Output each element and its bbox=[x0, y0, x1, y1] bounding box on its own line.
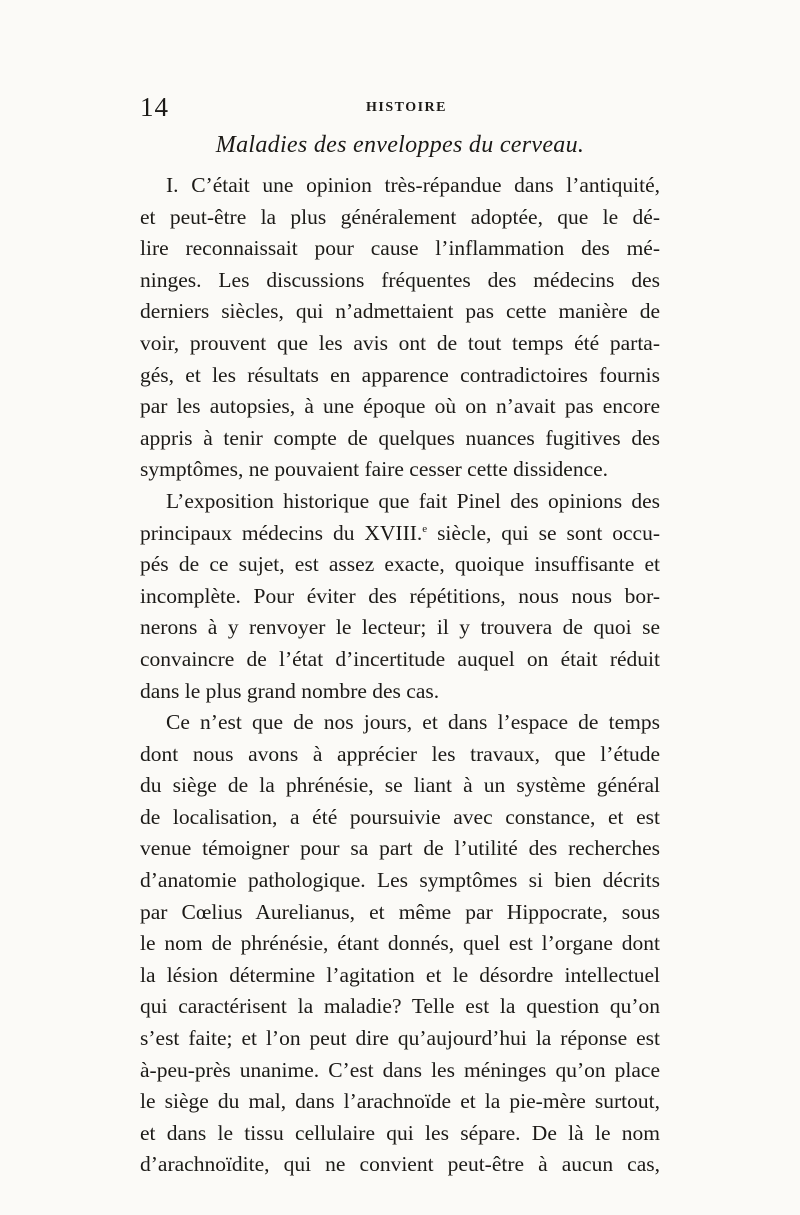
text-line: dont nous avons à apprécier les travaux, que l’étude bbox=[140, 741, 660, 766]
text-segment: principaux médecins du XVIII. bbox=[140, 520, 423, 545]
text-line: du siège de la phrénésie, se liant à un système général bbox=[140, 773, 660, 798]
text-line: appris à tenir compte de quelques nuances fugitives des bbox=[140, 425, 660, 450]
text-line: pés de ce sujet, est assez exacte, quoique insuffisante et bbox=[140, 552, 660, 577]
text-line: voir, prouvent que les avis ont de tout temps été parta- bbox=[140, 330, 660, 355]
superscript: e bbox=[422, 522, 428, 535]
text-line: nerons à y renvoyer le lecteur; il y trouvera de quoi se bbox=[140, 615, 660, 640]
text-line bbox=[140, 518, 660, 550]
text-line: derniers siècles, qui n’admettaient pas cette manière de bbox=[140, 299, 660, 324]
text-line: et peut-être la plus généralement adoptée, que le dé- bbox=[140, 204, 660, 229]
text-line: qui caractérisent la maladie? Telle est la question qu’on bbox=[140, 994, 660, 1019]
text-line: le siège du mal, dans l’arachnoïde et la pie-mère surtout, bbox=[140, 1089, 660, 1114]
text-segment: siècle, qui se sont occu- bbox=[427, 520, 660, 545]
text-line: symptômes, ne pouvaient faire cesser cette dissidence. bbox=[140, 457, 609, 482]
text-line: par Cœlius Aurelianus, et même par Hippocrate, sous bbox=[140, 899, 660, 924]
text-line: le nom de phrénésie, étant donnés, quel est l’organe dont bbox=[140, 931, 660, 956]
text-line: Ce n’est que de nos jours, et dans l’espace de temps bbox=[166, 710, 660, 735]
text-line: par les autopsies, à une époque où on n’avait pas encore bbox=[140, 394, 660, 419]
body-text bbox=[140, 170, 660, 1181]
text-line: et dans le tissu cellulaire qui les sépare. De là le nom bbox=[140, 1120, 660, 1145]
section-title: Maladies des enveloppes du cerveau. bbox=[215, 132, 585, 158]
text-line: de localisation, a été poursuivie avec constance, et est bbox=[140, 804, 660, 829]
page-number: 14 bbox=[140, 92, 169, 122]
text-line: convaincre de l’état d’incertitude auquel on était réduit bbox=[140, 646, 660, 671]
running-head bbox=[140, 92, 660, 124]
running-title: HISTOIRE bbox=[366, 100, 447, 115]
text-line: d’anatomie pathologique. Les symptômes si bien décrits bbox=[140, 868, 660, 893]
text-line: à-peu-près unanime. C’est dans les méninges qu’on place bbox=[140, 1057, 660, 1082]
text-line: venue témoigner pour sa part de l’utilité des recherches bbox=[140, 836, 660, 861]
text-line: lire reconnaissait pour cause l’inflammation des mé- bbox=[140, 236, 660, 261]
text-line: incomplète. Pour éviter des répétitions, nous nous bor- bbox=[140, 583, 660, 608]
text-line: la lésion détermine l’agitation et le désordre intellectuel bbox=[140, 962, 660, 987]
text-line: gés, et les résultats en apparence contradictoires fournis bbox=[140, 362, 660, 387]
text-line: dans le plus grand nombre des cas. bbox=[140, 678, 440, 703]
text-line: s’est faite; et l’on peut dire qu’aujourd’hui la réponse est bbox=[140, 1026, 660, 1051]
text-line: ninges. Les discussions fréquentes des médecins des bbox=[140, 267, 660, 292]
text-line: L’exposition historique que fait Pinel des opinions des bbox=[166, 488, 660, 513]
text-line: I. C’était une opinion très-répandue dans l’antiquité, bbox=[166, 173, 660, 197]
text-line: d’arachnoïdite, qui ne convient peut-être à aucun cas, bbox=[140, 1152, 660, 1177]
